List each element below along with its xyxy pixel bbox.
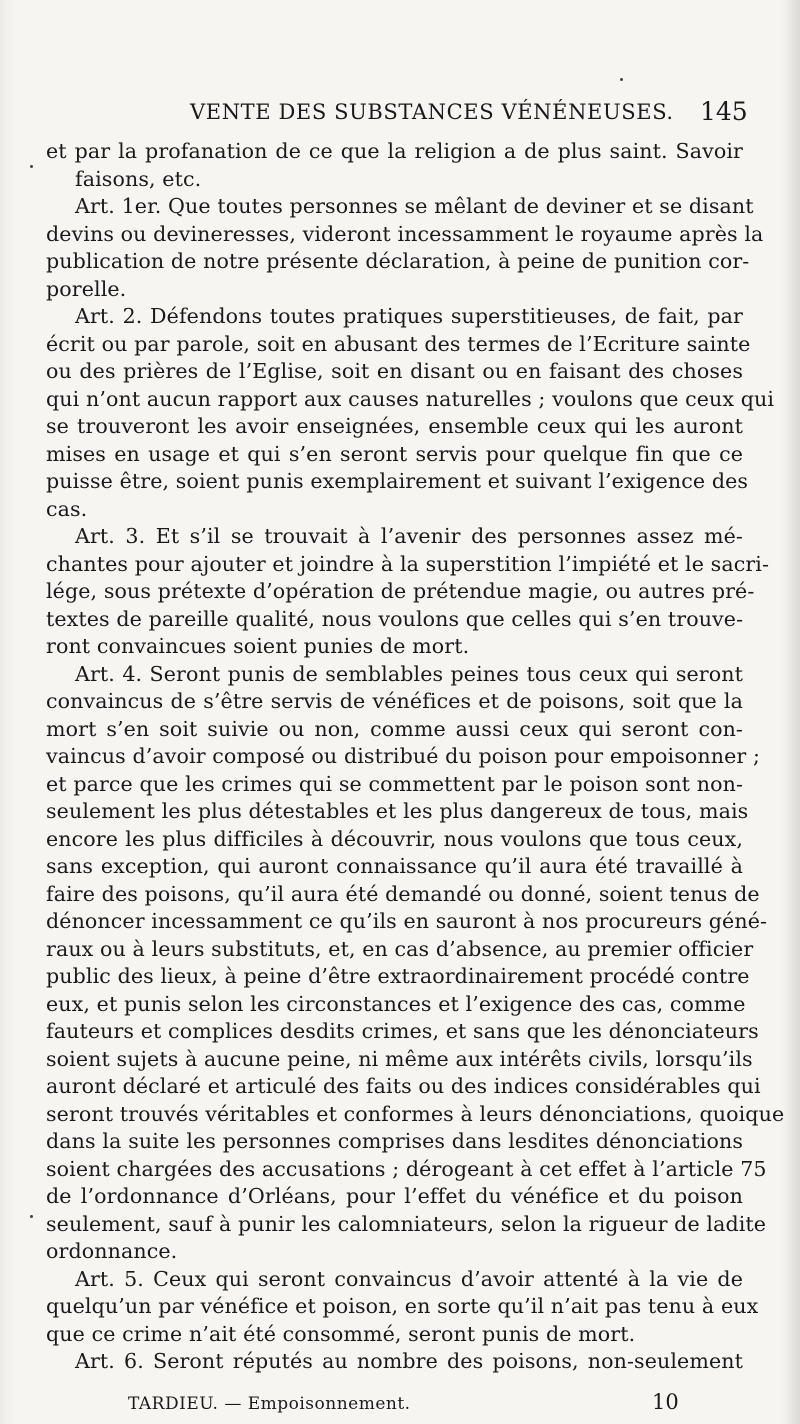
- article-line: Art. 3. Et s’il se trouvait à l’avenir des personnes assez mé-: [75, 524, 743, 548]
- text-line: fauteurs et complices desdits crimes, et sans que les dénonciateurs: [46, 1019, 759, 1043]
- text-line: écrit ou par parole, soit en abusant des termes de l’Ecriture sainte: [46, 331, 751, 356]
- signature-mark: 10: [652, 1390, 679, 1414]
- text-line: puisse être, soient punis exemplairement et suivant l’exigence des: [46, 469, 749, 493]
- text-line: qui n’ont aucun rapport aux causes naturelles ; voulons que ceux qui: [46, 386, 775, 411]
- article-line: Art. 2. Défendons toutes pratiques superstitieuses, de fait, par: [75, 304, 743, 328]
- text-line: encore les plus difficiles à découvrir, nous voulons que tous ceux,: [46, 826, 743, 851]
- text-line: mort s’en soit suivie ou non, comme aussi ceux qui seront con-: [46, 716, 743, 741]
- text-line: seulement les plus détestables et les plus dangereux de tous, mais: [46, 799, 749, 823]
- text-line: soient chargées des accusations ; dérogeant à cet effet à l’article 75: [46, 1156, 767, 1181]
- text-line: seulement, sauf à punir les calomniateurs, selon la rigueur de ladite: [46, 1211, 767, 1236]
- text-line: devins ou devineresses, videront incessamment le royaume après la: [46, 221, 764, 246]
- text-line: dans la suite les personnes comprises dans lesdites dénonciations: [46, 1129, 743, 1153]
- text-line: seront trouvés véritables et conformes à leurs dénonciations, quoique: [46, 1101, 785, 1126]
- text-line: ront convaincues soient punies de mort.: [46, 634, 470, 658]
- text-line: et par la profanation de ce que la religion a de plus saint. Savoir: [46, 139, 743, 163]
- text-line: que ce crime n’ait été consommé, seront punis de mort.: [46, 1321, 636, 1346]
- text-line: eux, et punis selon les circonstances et l’exigence des cas, comme: [46, 991, 746, 1016]
- text-line: mises en usage et qui s’en seront servis pour quelque fin que ce: [46, 441, 743, 466]
- running-title: VENTE DES SUBSTANCES VÉNÉNEUSES.: [190, 100, 674, 124]
- article-line: Art. 1er. Que toutes personnes se mêlant de deviner et se disant: [75, 194, 754, 218]
- text-line: public des lieux, à peine d’être extraordinairement procédé contre: [46, 964, 750, 988]
- text-line: raux ou à leurs substituts, et, en cas d’absence, au premier officier: [46, 936, 754, 961]
- text-line: dénoncer incessamment ce qu’ils en sauront à nos procureurs géné-: [46, 909, 768, 933]
- article-line: Art. 4. Seront punis de semblables peines tous ceux qui seront: [75, 661, 743, 686]
- text-line: lége, sous prétexte d’opération de prétendue magie, ou autres pré-: [46, 579, 755, 603]
- text-line: chantes pour ajouter et joindre à la superstition l’impiété et le sacri-: [46, 551, 770, 576]
- text-line: convaincus de s’être servis de vénéfices et de poisons, soit que la: [46, 689, 743, 713]
- page-edge-shadow: [784, 0, 800, 1424]
- text-line: soient sujets à aucune peine, ni même aux intérêts civils, lorsqu’ils: [46, 1046, 753, 1071]
- page-number: 145: [700, 97, 748, 126]
- text-line: auront déclaré et articulé des faits ou des indices considérables qui: [46, 1074, 761, 1098]
- page-footer: [0, 1384, 800, 1424]
- text-line: se trouveront les avoir enseignées, ensemble ceux qui les auront: [46, 414, 743, 438]
- text-line: ou des prières de l’Eglise, soit en disant ou en faisant des choses: [46, 359, 743, 383]
- margin-mark: [30, 165, 33, 168]
- text-line: sans exception, qui auront connaissance qu’il aura été travaillé à: [46, 854, 743, 878]
- text-line: faire des poisons, qu’il aura été demandé ou donné, soient tenus de: [46, 881, 760, 906]
- footer-author: TARDIEU. — Empoisonnement.: [128, 1394, 411, 1414]
- text-line: textes de pareille qualité, nous voulons que celles qui s’en trouve-: [46, 606, 744, 631]
- article-line: Art. 6. Seront réputés au nombre des poisons, non-seulement: [75, 1349, 743, 1373]
- text-line: et parce que les crimes qui se commettent par le poison sont non-: [46, 771, 743, 796]
- body-text: [46, 138, 785, 1376]
- text-line: ordonnance.: [46, 1239, 178, 1263]
- margin-mark: [620, 78, 623, 81]
- text-line: faisons, etc.: [75, 166, 202, 191]
- text-line: vaincus d’avoir composé ou distribué du poison pour empoisonner ;: [46, 744, 761, 768]
- margin-mark: [30, 1215, 33, 1218]
- text-line: cas.: [46, 496, 88, 521]
- article-line: Art. 5. Ceux qui seront convaincus d’avoir attenté à la vie de: [75, 1266, 743, 1291]
- text-line: porelle.: [46, 276, 127, 301]
- text-line: quelqu’un par vénéfice et poison, en sorte qu’il n’ait pas tenu à eux: [46, 1294, 759, 1318]
- text-line: de l’ordonnance d’Orléans, pour l’effet du vénéfice et du poison: [46, 1184, 743, 1208]
- page-header: [0, 92, 800, 132]
- text-line: publication de notre présente déclaration, à peine de punition cor-: [46, 249, 750, 273]
